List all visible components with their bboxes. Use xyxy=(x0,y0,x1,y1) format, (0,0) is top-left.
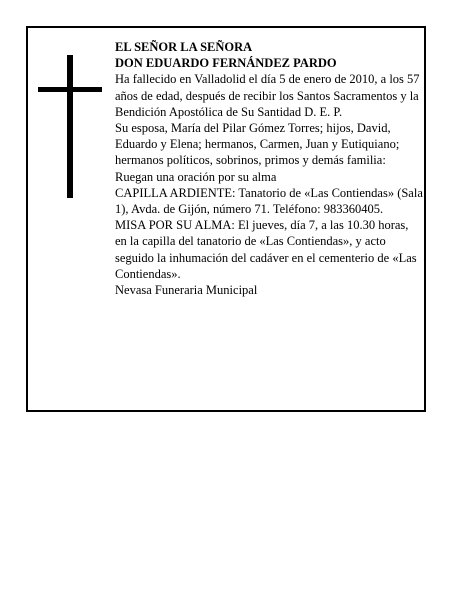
chapel-info: CAPILLA ARDIENTE: Tanatorio de «Las Contiendas» (Sala 1), Avda. de Gijón, número 71. Teléfono: 983360405. xyxy=(115,185,423,217)
funeral-home: Nevasa Funeraria Municipal xyxy=(115,283,258,298)
notice-heading: EL SEÑOR LA SEÑORA xyxy=(115,40,253,54)
obituary-notice xyxy=(26,26,426,412)
cross-vertical-bar xyxy=(67,55,73,198)
obituary-text xyxy=(115,39,423,298)
death-announcement: Ha fallecido en Valladolid el día 5 de enero de 2010, a los 57 años de edad, después de recibir los Santos Sacramentos y la Bendición Apostólica de Su Santidad D. E. P. xyxy=(115,72,420,119)
prayer-request: Ruegan una oración por su alma xyxy=(115,169,277,184)
family-list: Su esposa, María del Pilar Gómez Torres; hijos, David, Eduardo y Elena; hermanos, Carmen, Juan y Eutiquiano; hermanos políticos, sobrinos, primos y demás familia: xyxy=(115,121,400,168)
cross-horizontal-bar xyxy=(38,87,102,92)
deceased-name: DON EDUARDO FERNÁNDEZ PARDO xyxy=(115,56,337,71)
mass-info: MISA POR SU ALMA: El jueves, día 7, a las 10.30 horas, en la capilla del tanatorio de «Las Contiendas», y acto seguido la inhumación del cadáver en el cementerio de «Las Contiendas». xyxy=(115,218,417,281)
